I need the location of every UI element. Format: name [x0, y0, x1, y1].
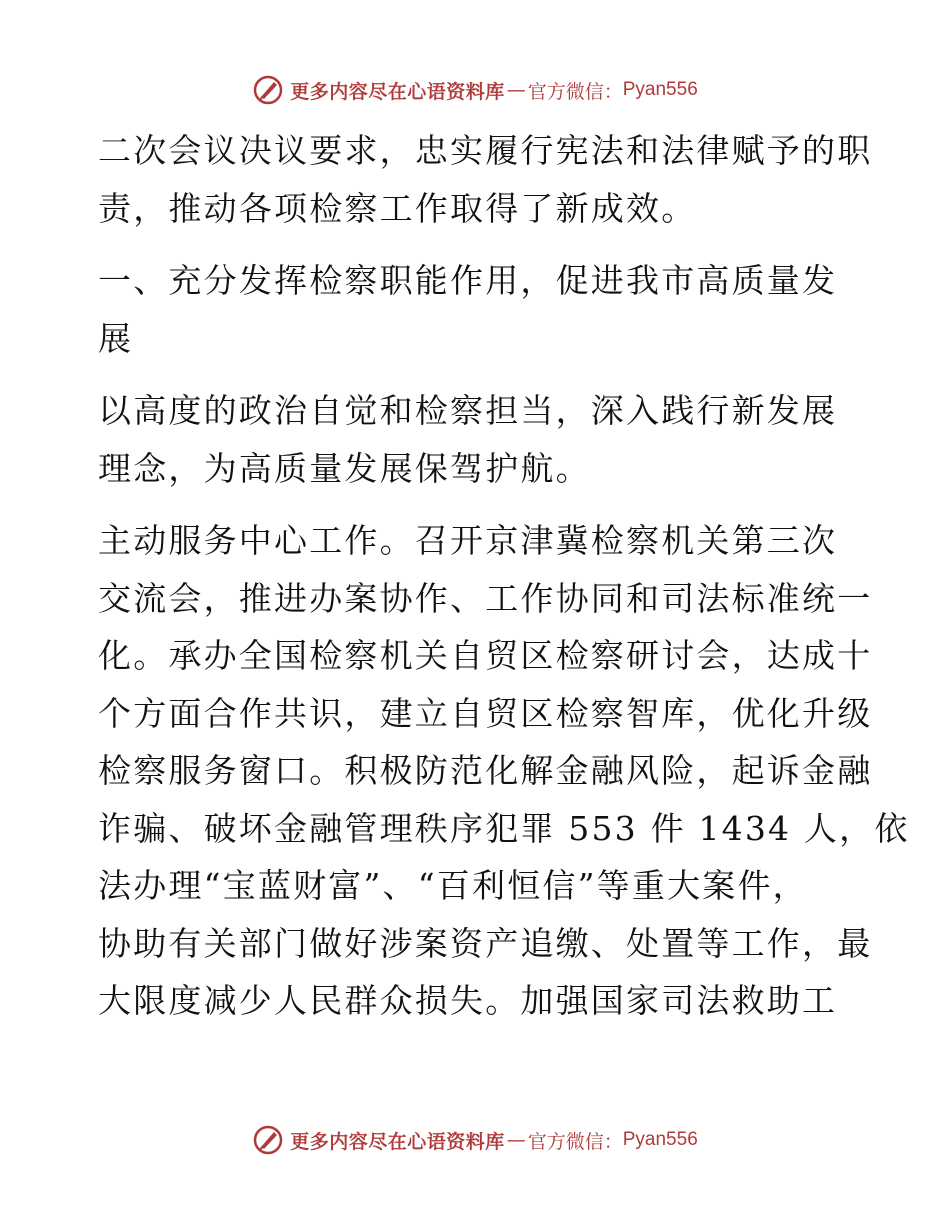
watermark-dash: — — [506, 1129, 526, 1151]
text-line: 展 — [98, 318, 134, 358]
paragraph-gap — [98, 497, 852, 512]
paragraph — [98, 512, 910, 1030]
header-watermark-banner — [0, 70, 950, 110]
text-line: 以高度的政治自觉和检察担当，深入践行新发展 — [98, 391, 838, 430]
text-line: 二次会议决议要求，忠实履行宪法和法律赋予的职 — [98, 131, 873, 170]
wechat-id: Pyan556 — [622, 1129, 698, 1150]
text-line: 理念，为高质量发展保驾护航。 — [98, 448, 591, 488]
wechat-label: 官方微信： — [527, 1130, 623, 1153]
text-line: 协助有关部门做好涉案资产追缴、处置等工作，最 — [98, 923, 873, 963]
text-line: 检察服务窗口。积极防范化解金融风险，起诉金融 — [98, 751, 873, 790]
watermark-text: 更多内容尽在心语资料库 — [290, 80, 505, 103]
text-line: 主动服务中心工作。召开京津冀检察机关第三次 — [98, 521, 838, 560]
text-line: 法办理“宝蓝财富”、“百利恒信”等重大案件， — [98, 866, 808, 905]
text-line: 诈骗、破坏金融管理秩序犯罪 553 件 1434 人，依 — [98, 808, 910, 848]
paragraph — [98, 122, 873, 237]
watermark-text: 更多内容尽在心语资料库 — [290, 1130, 505, 1153]
paragraph-gap — [98, 367, 852, 382]
quill-pen-logo-icon — [252, 74, 284, 106]
paragraph-gap — [98, 237, 852, 252]
text-line: 化。承办全国检察机关自贸区检察研讨会，达成十 — [98, 636, 873, 675]
document-body — [98, 122, 910, 1030]
paragraph — [98, 382, 852, 497]
text-line: 个方面合作共识，建立自贸区检察智库，优化升级 — [98, 693, 873, 733]
section-heading — [98, 252, 852, 367]
footer-watermark-banner — [0, 1120, 950, 1160]
wechat-label: 官方微信： — [527, 80, 623, 103]
text-line: 责，推动各项检察工作取得了新成效。 — [98, 188, 697, 228]
text-line: 交流会，推进办案协作、工作协同和司法标准统一 — [98, 578, 873, 618]
wechat-id: Pyan556 — [622, 79, 698, 100]
text-line: 一、充分发挥检察职能作用，促进我市高质量发 — [98, 261, 838, 300]
watermark-dash: — — [506, 79, 526, 101]
text-line: 大限度减少人民群众损失。加强国家司法救助工 — [98, 981, 838, 1020]
quill-pen-logo-icon — [252, 1124, 284, 1156]
